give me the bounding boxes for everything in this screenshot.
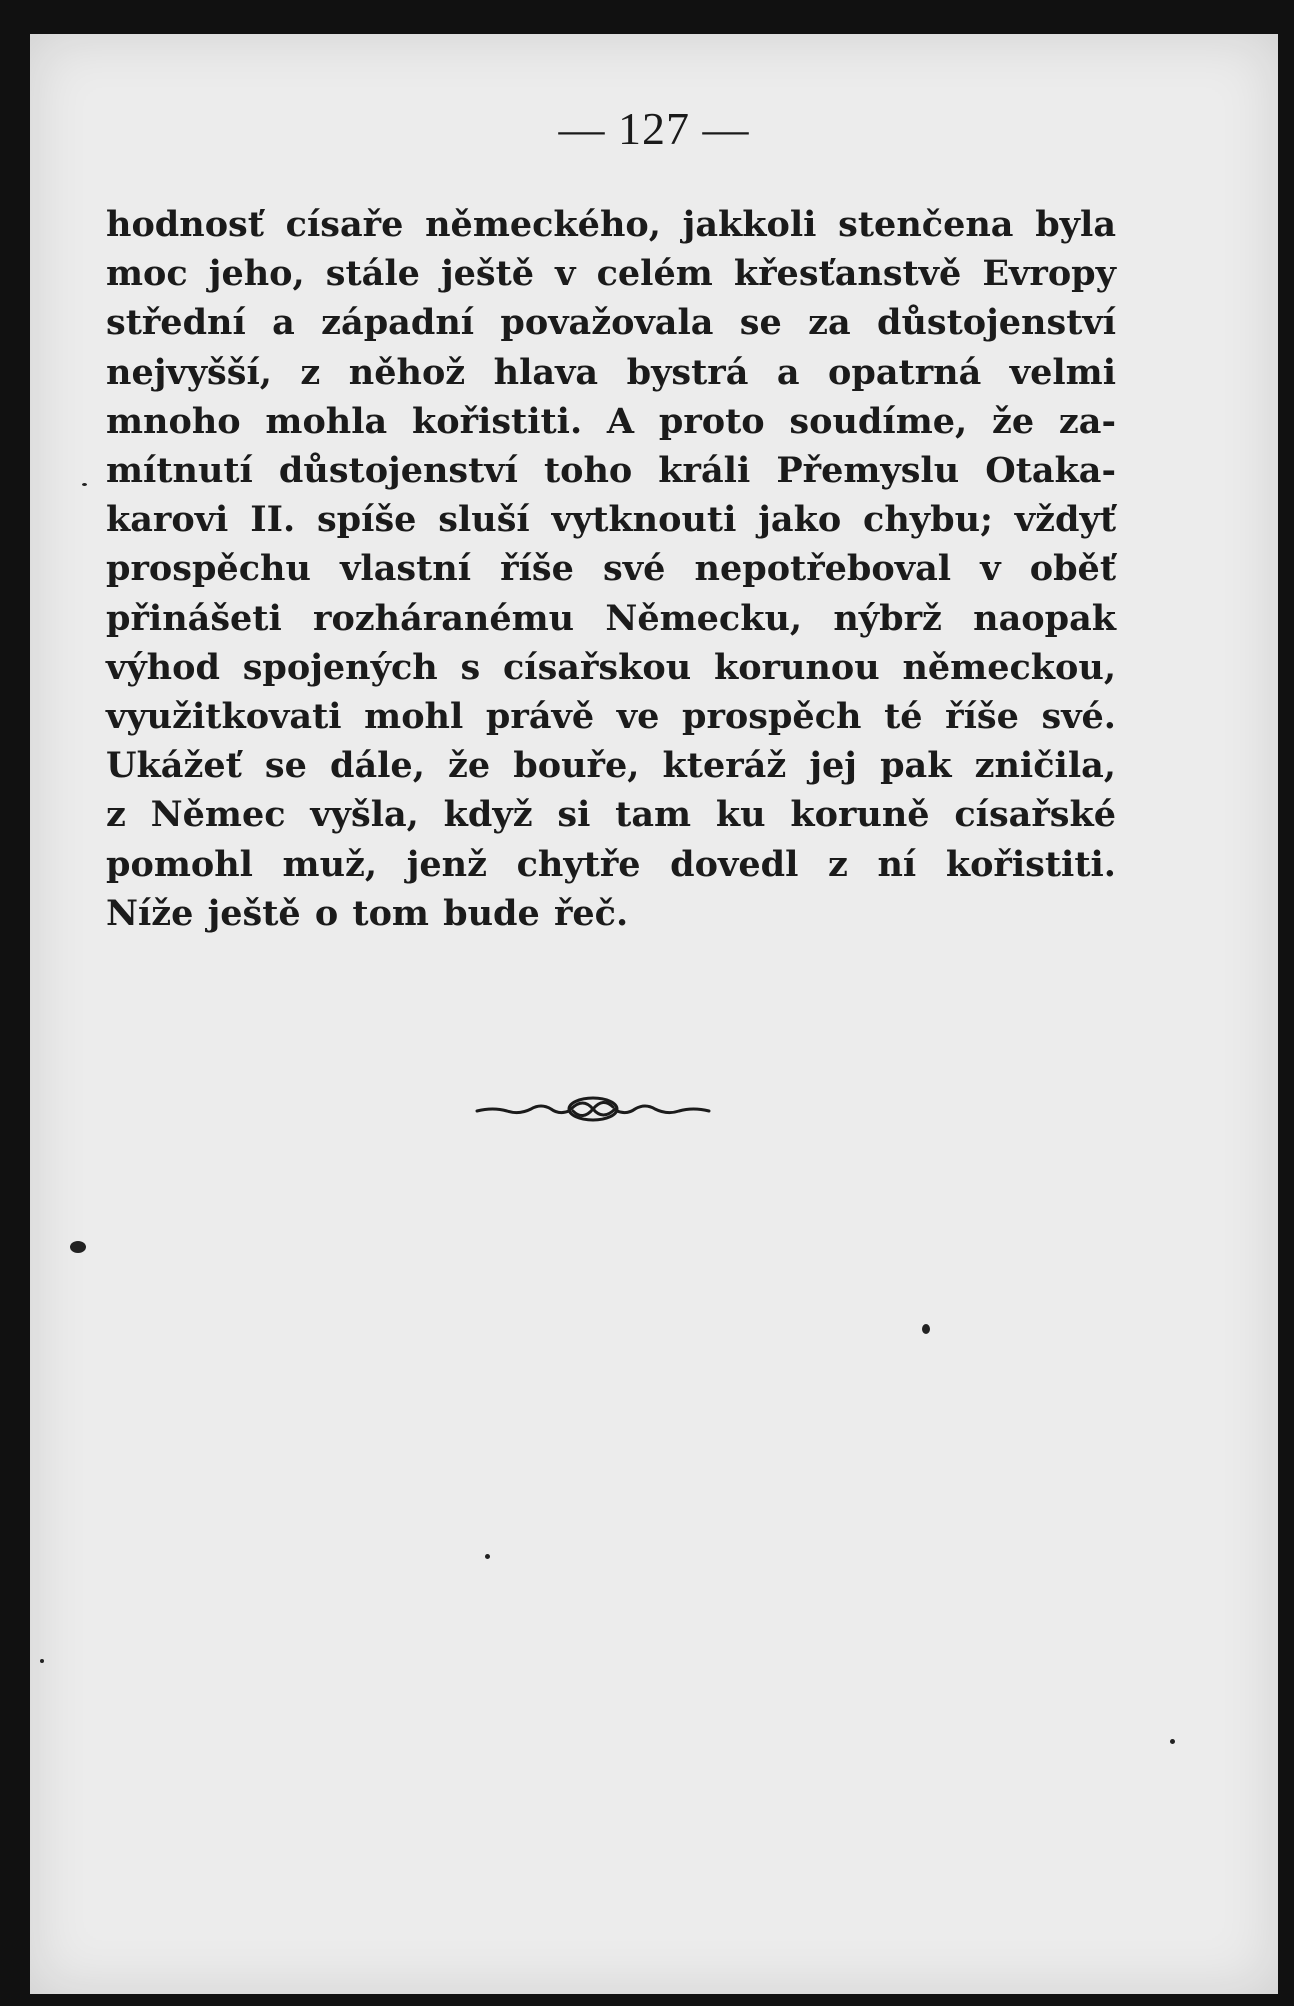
- text-line: Ukážeť se dále, že bouře, kteráž jej pak zničila,: [106, 745, 1116, 787]
- text-line: hodnosť císaře německého, jakkoli stenčena byla: [106, 204, 1116, 245]
- body-text: [106, 200, 1116, 938]
- scan-speck: [82, 483, 87, 486]
- text-line: Níže ještě o tom bude řeč.: [106, 892, 629, 934]
- book-page: [30, 34, 1278, 1994]
- text-line: nejvyšší, z něhož hlava bystrá a opatrná velmi: [106, 351, 1116, 393]
- page-number: — 127 —: [558, 103, 750, 154]
- text-line: z Němec vyšla, když si tam ku koruně císařské: [106, 794, 1116, 836]
- text-line: karovi II. spíše sluší vytknouti jako chybu; vždyť: [106, 499, 1116, 541]
- scan-speck: [485, 1554, 490, 1559]
- text-line: prospěchu vlastní říše své nepotřeboval v oběť: [106, 548, 1116, 590]
- text-line: přinášeti rozháranému Německu, nýbrž naopak: [106, 597, 1116, 639]
- text-line: výhod spojených s císařskou korunou německou,: [106, 646, 1116, 688]
- scan-speck: [922, 1324, 930, 1334]
- text-line: střední a západní považovala se za důstojenství: [106, 302, 1116, 344]
- ornament-divider-icon: [473, 1089, 713, 1129]
- text-line: využitkovati mohl právě ve prospěch té říše své.: [106, 696, 1116, 738]
- scan-speck: [40, 1659, 44, 1663]
- text-line: pomohl muž, jenž chytře dovedl z ní kořistiti.: [106, 843, 1116, 885]
- scan-speck: [1170, 1739, 1175, 1744]
- text-line: mítnutí důstojenství toho králi Přemyslu Otaka-: [106, 450, 1116, 492]
- scan-speck: [70, 1241, 86, 1253]
- text-line: mnoho mohla kořistiti. A proto soudíme, že za-: [106, 400, 1116, 442]
- text-line: moc jeho, stále ještě v celém křesťanstvě Evropy: [106, 253, 1116, 295]
